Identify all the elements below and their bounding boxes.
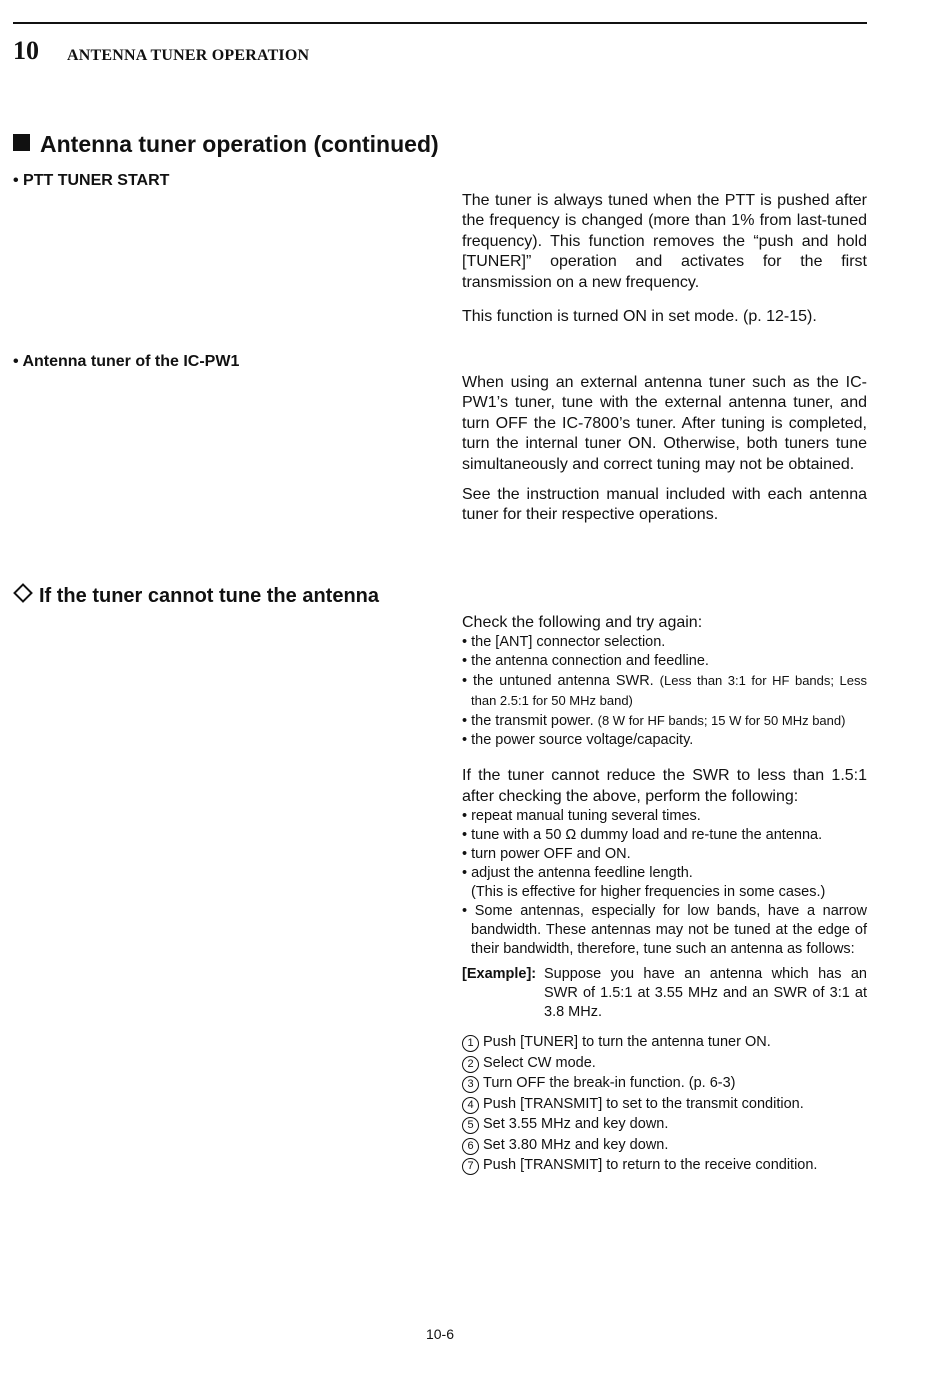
ptt-heading: • PTT TUNER START xyxy=(13,172,170,189)
step-number: 1 xyxy=(462,1035,479,1052)
section-title-text: Antenna tuner operation (continued) xyxy=(40,131,439,157)
step-number: 2 xyxy=(462,1056,479,1073)
header-rule xyxy=(13,22,867,24)
ptt-body xyxy=(462,191,867,327)
check-list xyxy=(462,633,867,750)
step-number: 5 xyxy=(462,1117,479,1134)
step-item: 1 Push [TUNER] to turn the antenna tuner ON. xyxy=(462,1032,867,1053)
ptt-para-2: This function is turned ON in set mode. (p. 12-15). xyxy=(462,308,817,326)
list-item: • the [ANT] connector selection. xyxy=(462,634,666,651)
step-list xyxy=(462,1032,867,1176)
check-intro: Check the following and try again: xyxy=(462,614,703,631)
step-item: 2 Select CW mode. xyxy=(462,1053,867,1074)
step-item: 7 Push [TRANSMIT] to return to the receive condition. xyxy=(462,1155,867,1176)
example-text: Suppose you have an antenna which has an SWR of 1.5:1 at 3.55 MHz and an SWR of 3:1 at 3.8 MHz. xyxy=(544,966,867,1021)
step-item: 3 Turn OFF the break-in function. (p. 6-3) xyxy=(462,1073,867,1094)
step-item: 6 Set 3.80 MHz and key down. xyxy=(462,1135,867,1156)
step-item: 5 Set 3.55 MHz and key down. xyxy=(462,1114,867,1135)
pw1-para-1: When using an external antenna tuner such as the IC-PW1’s tuner, tune with the external antenna tuner, and turn OFF the IC-7800’s tuner. After tuning is completed, turn the internal tuner ON. Otherwise, both tuners tune simultaneously and correct tuning may not be obtained. xyxy=(462,374,867,473)
example-block xyxy=(462,965,867,1022)
list-item: • turn power OFF and ON. xyxy=(462,846,631,863)
example-label: [Example]: xyxy=(462,966,537,983)
diamond-bullet-icon xyxy=(13,583,33,603)
step-number: 3 xyxy=(462,1076,479,1093)
pw1-para-2: See the instruction manual included with each antenna tuner for their respective operations. xyxy=(462,486,867,524)
ptt-para-1: The tuner is always tuned when the PTT is pushed after the frequency is changed (more than 1% from last-tuned frequency). This function removes the “push and hold [TUNER]” operation and activates for the first transmission on a new frequency. xyxy=(462,192,867,291)
power-note: (8 W for HF bands; 15 W for 50 MHz band) xyxy=(597,713,846,729)
reduce-intro: If the tuner cannot reduce the SWR to less than 1.5:1 after checking the above, perform the following: xyxy=(462,767,867,805)
list-item: • repeat manual tuning several times. xyxy=(462,808,701,825)
list-item: • the untuned antenna SWR. (Less than 3:1 for HF bands; Less than 2.5:1 for 50 MHz band) xyxy=(462,673,867,709)
step-item: 4 Push [TRANSMIT] to set to the transmit condition. xyxy=(462,1094,867,1115)
list-item: • the power source voltage/capacity. xyxy=(462,732,694,749)
section-title xyxy=(13,129,439,159)
list-item: • the transmit power. (8 W for HF bands; 15 W for 50 MHz band) xyxy=(462,713,846,730)
list-item: • Some antennas, especially for low bands, have a narrow bandwidth. These antennas may not be tuned at the edge of their bandwidth, therefore, tune such an antenna as follows: xyxy=(462,903,867,958)
step-number: 7 xyxy=(462,1158,479,1175)
list-item: • tune with a 50 Ω dummy load and re-tune the antenna. xyxy=(462,827,823,844)
chapter-number: 10 xyxy=(13,36,39,65)
square-bullet-icon xyxy=(13,134,30,151)
page-number: 10-6 xyxy=(425,1326,455,1342)
cannot-tune-heading xyxy=(13,583,379,609)
action-list xyxy=(462,807,867,959)
list-item: • the antenna connection and feedline. xyxy=(462,653,709,670)
pw1-body xyxy=(462,373,867,526)
cannot-tune-heading-text: If the tuner cannot tune the antenna xyxy=(39,585,380,607)
swr-note: (Less than 3:1 for HF bands; Less than 2.5:1 for 50 MHz band) xyxy=(471,673,867,709)
chapter-title: ANTENNA TUNER OPERATION xyxy=(67,47,310,64)
list-item: • adjust the antenna feedline length. xyxy=(462,865,693,882)
step-number: 4 xyxy=(462,1097,479,1114)
list-item-note: (This is effective for higher frequencies in some cases.) xyxy=(471,884,826,901)
step-number: 6 xyxy=(462,1138,479,1155)
pw1-heading: • Antenna tuner of the IC-PW1 xyxy=(13,353,240,370)
cannot-tune-body xyxy=(462,613,867,1176)
